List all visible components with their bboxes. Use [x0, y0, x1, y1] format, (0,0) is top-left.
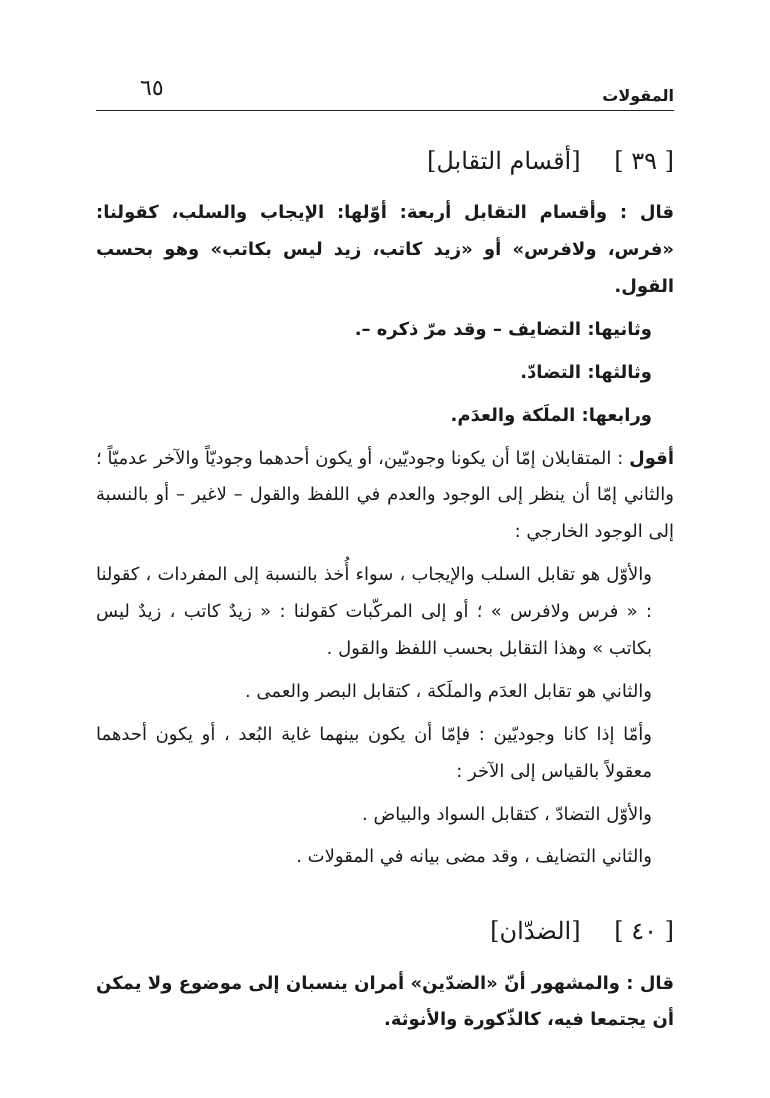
- qala-label: قال: [639, 202, 674, 224]
- section-40-title: [الضدّان]: [490, 917, 581, 946]
- sharh-both-existent: وأمّا إذا كانا وجوديّين : فإمّا أن يكون بينهما غاية البُعد ، أو يكون أحدهما معقولاً بالقياس إلى الآخر :: [96, 723, 652, 782]
- section-39-heading: [96, 140, 674, 183]
- running-title: المقولات: [602, 86, 674, 105]
- section-39-number: [ ٣٩ ]: [614, 147, 674, 175]
- qala-text: : وأقسام التقابل أربعة: أوّلها: الإيجاب والسلب، كقولنا: «فرس، ولافرس» أو «زيد كاتب، زيد ليس بكاتب» وهو بحسب القول.: [96, 202, 674, 297]
- sharh-paragraph: [96, 441, 674, 552]
- aqulu-label: أقول: [629, 447, 674, 469]
- matn-second: وثانيها: التضايف – وقد مرّ ذكره –.: [354, 318, 652, 340]
- header-rule: [96, 110, 674, 111]
- section-gap: [96, 882, 674, 910]
- qala-text-40: : والمشهور أنّ «الضدّين» أمران ينسبان إلى موضوع ولا يمكن أن يجتمعا فيه، كالذّكورة والأنوثة.: [96, 972, 674, 1031]
- page-number: ٦٥: [140, 76, 164, 101]
- sharh-second-relative: والثاني التضايف ، وقد مضى بيانه في المقولات .: [296, 846, 652, 868]
- matn-third: وثالثها: التضادّ.: [520, 361, 652, 383]
- sharh-first-contrary: والأوّل التضادّ ، كتقابل السواد والبياض .: [362, 803, 652, 825]
- page-body: [96, 140, 674, 1045]
- section-40-number: [ ٤٠ ]: [614, 917, 674, 946]
- qala-label-40: قال: [639, 972, 674, 994]
- sharh-first: والأوّل هو تقابل السلب والإيجاب ، سواء أُخذ بالنسبة إلى المفردات ، كقولنا : « فرس ولافرس » ؛ أو إلى المركّبات كقولنا : « زيدٌ كاتب ، زيدٌ ليس بكاتب » وهذا التقابل بحسب اللفظ والقول .: [96, 564, 652, 659]
- section-40-heading: [96, 910, 674, 953]
- page-header: [96, 72, 674, 108]
- aqulu-text: : المتقابلان إمّا أن يكونا وجوديّين، أو يكون أحدهما وجوديّاً والآخر عدميّاً ؛ والثاني إمّا أن ينظر إلى الوجود والعدم في اللفظ والقول – لاغير – أو بالنسبة إلى الوجود الخارجي :: [96, 447, 674, 543]
- section-39-matn: [96, 195, 674, 306]
- section-39-title: [أقسام التقابل]: [426, 147, 581, 175]
- sharh-second: والثاني هو تقابل العدَم والملَكة ، كتقابل البصر والعمى .: [244, 680, 652, 702]
- section-40-matn: [96, 966, 674, 1040]
- matn-fourth: ورابعها: الملَكة والعدَم.: [450, 404, 652, 426]
